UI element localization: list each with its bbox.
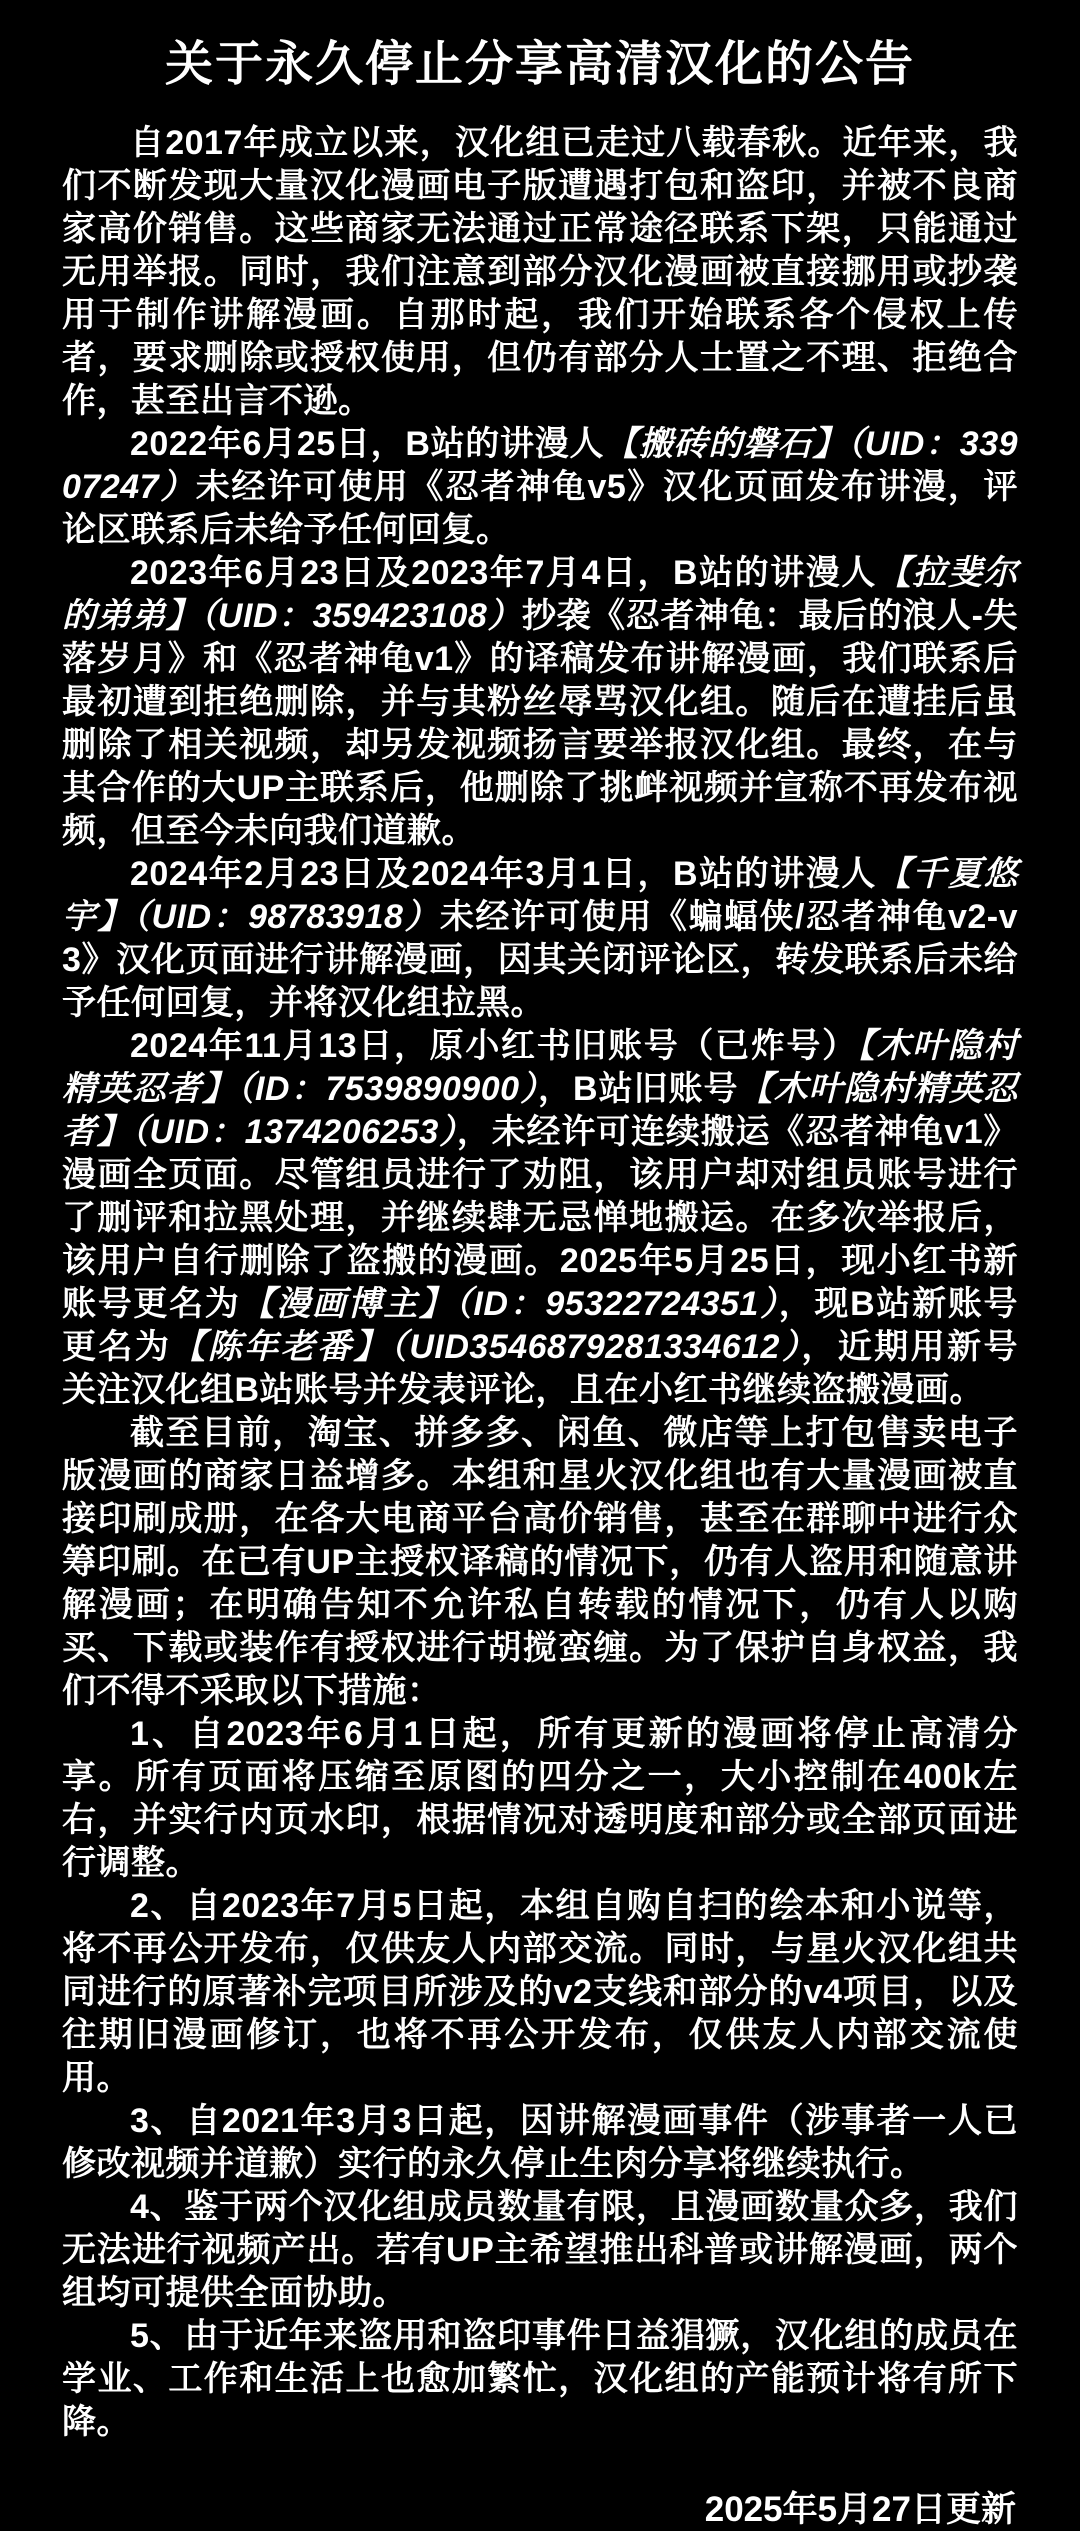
paragraph [62, 122, 1018, 423]
paragraph [62, 1713, 1018, 1885]
text-segment: 2、自2023年7月5日起，本组自购自扫的绘本和小说等，将不再公开发布，仅供友人内部交流。同时，与星火汉化组共同进行的原著补完项目所涉及的v2支线和部分的v4项目，以及往期旧漫画修订，也将不再公开发布，仅供友人内部交流使用。 [62, 1887, 1018, 2097]
paragraph [62, 1412, 1018, 1713]
text-segment: 4、鉴于两个汉化组成员数量有限，且漫画数量众多，我们无法进行视频产出。若有UP主希望推出科普或讲解漫画，两个组均可提供全面协助。 [62, 2188, 1018, 2312]
text-segment: 5、由于近年来盗用和盗印事件日益猖獗，汉化组的成员在学业、工作和生活上也愈加繁忙，汉化组的产能预计将有所下降。 [62, 2317, 1018, 2441]
text-segment: ，现B站新账号更名为 [62, 1285, 1018, 1366]
text-segment: 2023年6月23日及2023年7月4日，B站的讲漫人 [130, 554, 877, 592]
text-segment: 1、自2023年6月1日起，所有更新的漫画将停止高清分享。所有页面将压缩至原图的四分之一，大小控制在400k左右，并实行内页水印，根据情况对透明度和部分或全部页面进行调整。 [62, 1715, 1018, 1882]
text-segment: 2022年6月25日，B站的讲漫人 [130, 425, 605, 463]
announcement-body [62, 122, 1018, 2444]
paragraph [62, 2186, 1018, 2315]
text-segment: 自2017年成立以来，汉化组已走过八载春秋。近年来，我们不断发现大量汉化漫画电子版遭遇打包和盗印，并被不良商家高价销售。这些商家无法通过正常途径联系下架，只能通过无用举报。同时，我们注意到部分汉化漫画被直接挪用或抄袭用于制作讲解漫画。自那时起，我们开始联系各个侵权上传者，要求删除或授权使用，但仍有部分人士置之不理、拒绝合作，甚至出言不逊。 [62, 124, 1018, 420]
paragraph [62, 2315, 1018, 2444]
paragraph [62, 2100, 1018, 2186]
paragraph [62, 423, 1018, 552]
text-segment: 2024年11月13日，原小红书旧账号（已炸号） [130, 1027, 858, 1065]
text-segment: 2024年2月23日及2024年3月1日，B站的讲漫人 [130, 855, 877, 893]
paragraph [62, 552, 1018, 853]
text-segment: ，B站旧账号 [538, 1070, 739, 1108]
highlighted-account-ref: 【拉斐尔的弟弟】（UID：359423108） [62, 554, 1019, 635]
text-segment: 抄袭《忍者神龟：最后的浪人-失落岁月》和《忍者神龟v1》的译稿发布讲解漫画，我们联系后最初遭到拒绝删除，并与其粉丝辱骂汉化组。随后在遭挂后虽删除了相关视频，却另发视频扬言要举报汉化组。最终，在与其合作的大UP主联系后，他删除了挑衅视频并宣称不再发布视频，但至今未向我们道歉。 [62, 597, 1018, 850]
page-title: 关于永久停止分享高清汉化的公告 [164, 38, 915, 91]
paragraph [62, 1885, 1018, 2100]
highlighted-account-ref: 【陈年老番】（UID3546879281334612） [171, 1328, 802, 1366]
highlighted-account-ref: 【千夏悠宇】（UID：98783918） [62, 855, 1019, 936]
text-segment: 未经许可使用《忍者神龟v5》汉化页面发布讲漫，评论区联系后未给予任何回复。 [62, 468, 1018, 549]
text-segment: ，未经许可连续搬运《忍者神龟v1》漫画全页面。尽管组员进行了劝阻，该用户却对组员账号进行了删评和拉黑处理，并继续肆无忌惮地搬运。在多次举报后，该用户自行删除了盗搬的漫画。2025年5月25日，现小红书新账号更名为 [62, 1113, 1018, 1323]
highlighted-account-ref: 【木叶隐村精英忍者】（ID：7539890900） [62, 1027, 1018, 1108]
text-segment: 未经许可使用《蝙蝠侠/忍者神龟v2-v3》汉化页面进行讲解漫画，因其关闭评论区，转发联系后未给予任何回复，并将汉化组拉黑。 [62, 898, 1019, 1022]
highlighted-account-ref: 【搬砖的磐石】（UID：33907247） [62, 425, 1019, 506]
text-segment: ，近期用新号关注汉化组B站账号并发表评论，且在小红书继续盗搬漫画。 [62, 1328, 1019, 1409]
paragraph [62, 853, 1018, 1025]
highlighted-account-ref: 【木叶隐村精英忍者】（UID：1374206253） [62, 1070, 1018, 1151]
update-date: 2025年5月27日更新 [704, 2490, 1016, 2529]
highlighted-account-ref: 【漫画博主】（ID：95322724351） [240, 1285, 779, 1323]
text-segment: 截至目前，淘宝、拼多多、闲鱼、微店等上打包售卖电子版漫画的商家日益增多。本组和星火汉化组也有大量漫画被直接印刷成册，在各大电商平台高价销售，甚至在群聊中进行众筹印刷。在已有UP主授权译稿的情况下，仍有人盗用和随意讲解漫画；在明确告知不允许私自转载的情况下，仍有人以购买、下载或装作有授权进行胡搅蛮缠。为了保护自身权益，我们不得不采取以下措施： [62, 1414, 1018, 1710]
text-segment: 3、自2021年3月3日起，因讲解漫画事件（涉事者一人已修改视频并道歉）实行的永久停止生肉分享将继续执行。 [62, 2102, 1018, 2183]
paragraph [62, 1025, 1018, 1412]
